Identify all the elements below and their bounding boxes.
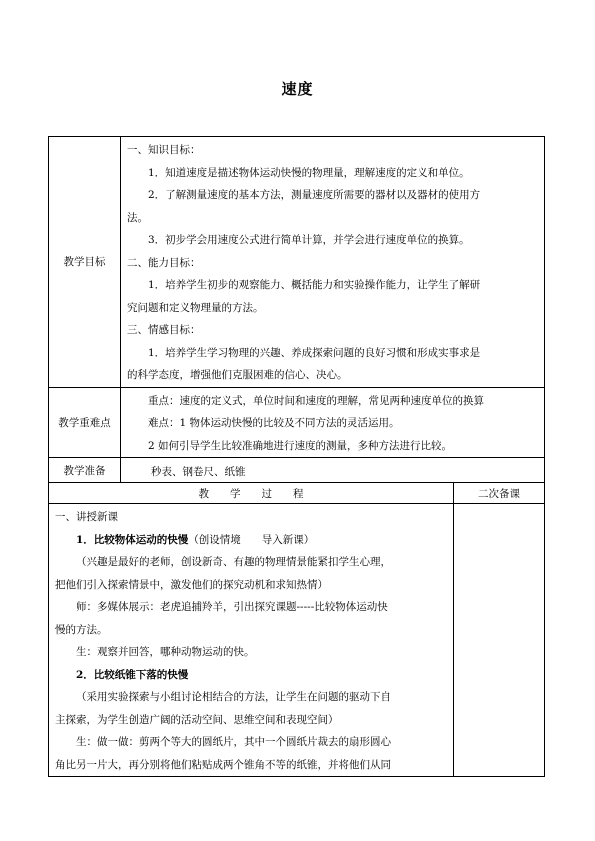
key-points-line: 重点：速度的定义式，单位时间和速度的理解，常见两种速度单位的换算 bbox=[148, 394, 484, 407]
process-section-heading: 一、讲授新课 bbox=[55, 511, 118, 523]
process-item-1-title: 1．比较物体运动的快慢 bbox=[76, 533, 189, 546]
process-paragraph: 慢的方法。 bbox=[55, 623, 108, 636]
process-paragraph: 角比另一片大，再分别将他们粘贴成两个锥角不等的纸锥，并将他们从同 bbox=[55, 758, 391, 771]
process-paragraph: 生：观察并回答，哪种动物运动的快。 bbox=[76, 646, 255, 658]
process-item-1 bbox=[55, 529, 447, 552]
goals-line: 二、能力目标： bbox=[127, 256, 201, 269]
key-points-label: 教学重难点 bbox=[49, 387, 121, 458]
goals-line: 三、情感目标： bbox=[127, 324, 201, 336]
process-paragraph: 生：做一做：剪两个等大的圆纸片，其中一个圆纸片裁去的扇形圆心 bbox=[76, 736, 391, 748]
goals-label: 教学目标 bbox=[49, 137, 121, 388]
prep-value: 秒表、钢卷尺、纸锥 bbox=[121, 458, 545, 483]
prep-row bbox=[49, 458, 545, 483]
key-points-content bbox=[121, 387, 545, 458]
goals-content bbox=[121, 137, 545, 388]
prep-label: 教学准备 bbox=[49, 458, 121, 483]
lesson-plan-table bbox=[48, 136, 545, 777]
process-paragraph: 师：多媒体展示：老虎追捕羚羊，引出探究课题-----比较物体运动快 bbox=[76, 601, 388, 613]
second-preparation-cell bbox=[454, 504, 545, 777]
process-header-main: 教 学 过 程 bbox=[49, 483, 454, 504]
goals-line: 的科学态度，增强他们克服困难的信心、决心。 bbox=[127, 369, 348, 381]
process-header-side: 二次备课 bbox=[454, 483, 545, 504]
goals-line: 1．培养学生初步的观察能力、概括能力和实验操作能力，让学生了解研 bbox=[148, 279, 481, 291]
process-item-2-title: 2．比较纸锥下落的快慢 bbox=[76, 668, 189, 681]
goals-line: 1．培养学生学习物理的兴趣、养成探索问题的良好习惯和形成实事求是 bbox=[148, 346, 481, 359]
process-paragraph: （采用实验探索与小组讨论相结合的方法，让学生在问题的驱动下自 bbox=[76, 691, 391, 703]
process-content bbox=[49, 504, 454, 777]
key-points-line: 难点：1 物体运动快慢的比较及不同方法的灵活运用。 bbox=[148, 417, 400, 429]
key-points-row bbox=[49, 387, 545, 458]
goals-line: 2．了解测量速度的基本方法，测量速度所需要的器材以及器材的使用方 bbox=[148, 189, 481, 201]
process-row bbox=[49, 504, 545, 777]
goals-line: 1．知道速度是描述物体运动快慢的物理量，理解速度的定义和单位。 bbox=[148, 166, 470, 179]
process-item-1-note: （创设情境 导入新课） bbox=[188, 533, 315, 546]
process-paragraph: 主探索，为学生创造广阔的活动空间、思维空间和表现空间） bbox=[55, 713, 339, 726]
goals-line: 究问题和定义物理量的方法。 bbox=[127, 301, 264, 314]
process-paragraph: 把他们引入探索情景中，激发他们的探究动机和求知热情） bbox=[55, 578, 328, 591]
key-points-line: 2 如何引导学生比较准确地进行速度的测量，多种方法进行比较。 bbox=[148, 439, 453, 452]
process-header-row bbox=[49, 483, 545, 504]
goals-line: 一、知识目标： bbox=[127, 144, 201, 156]
goals-line: 3．初步学会用速度公式进行简单计算，并学会进行速度单位的换算。 bbox=[148, 234, 470, 246]
goals-line: 法。 bbox=[127, 211, 148, 224]
goals-row bbox=[49, 137, 545, 388]
document-title: 速度 bbox=[281, 80, 314, 98]
process-paragraph: （兴趣是最好的老师，创设新奇、有趣的物理情景能紧扣学生心理， bbox=[76, 556, 391, 568]
